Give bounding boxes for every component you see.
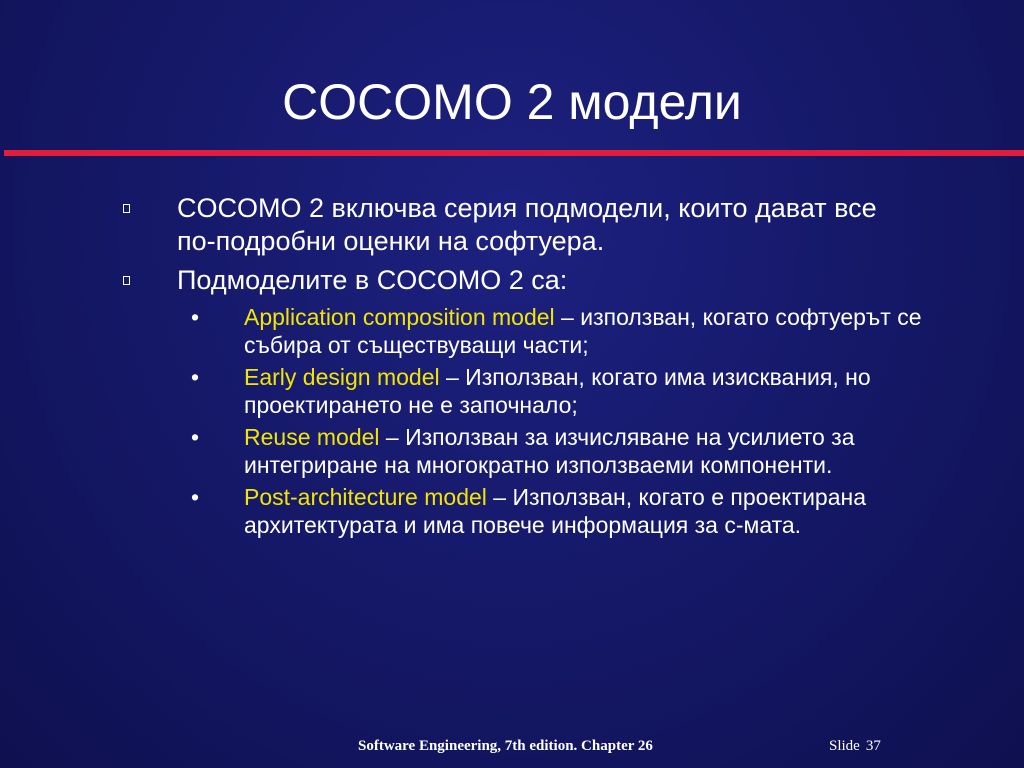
title-divider — [4, 150, 1024, 156]
subbullet-item — [0, 483, 984, 539]
bullet-text: Подмоделите в COCOMO 2 са: — [177, 265, 568, 295]
bullet-item — [0, 264, 917, 297]
model-name: Reuse model — [244, 424, 380, 450]
model-name: Post-architecture model — [244, 484, 487, 510]
bullet-marker-icon — [123, 204, 130, 213]
subbullet-item — [0, 423, 984, 479]
slide-label: Slide — [829, 738, 860, 754]
slide-title: COCOMO 2 модели — [282, 74, 742, 130]
subbullet-item — [0, 363, 984, 419]
footer-source: Software Engineering, 7th edition. Chapter 26 — [358, 738, 653, 754]
model-description: – Използван за изчисляване на усилието за интегриране на многократно използваеми компоненти. — [244, 424, 855, 478]
subbullet-item — [0, 303, 984, 359]
slide-number: 37 — [865, 738, 881, 754]
bullet-item — [0, 192, 917, 258]
bullet-dot-icon: • — [191, 304, 200, 330]
bullet-dot-icon: • — [191, 484, 200, 510]
footer-slide-number — [829, 738, 881, 755]
bullet-dot-icon: • — [191, 424, 200, 450]
model-description: – Използван, когато е проектирана архитектурата и има повече информация за с-мата. — [244, 484, 867, 538]
bullet-dot-icon: • — [191, 364, 200, 390]
model-name: Application composition model — [244, 304, 555, 330]
model-description: – използван, когато софтуерът се събира от съществуващи части; — [244, 304, 922, 358]
model-description: – Използван, когато има изисквания, но проектирането не е започнало; — [244, 364, 871, 418]
model-name: Early design model — [244, 364, 440, 390]
bullet-text: COCOMO 2 включва серия подмодели, които дават все по-подробни оценки на софтуера. — [177, 193, 877, 256]
bullet-marker-icon — [123, 276, 130, 285]
slide-content — [0, 192, 1024, 543]
